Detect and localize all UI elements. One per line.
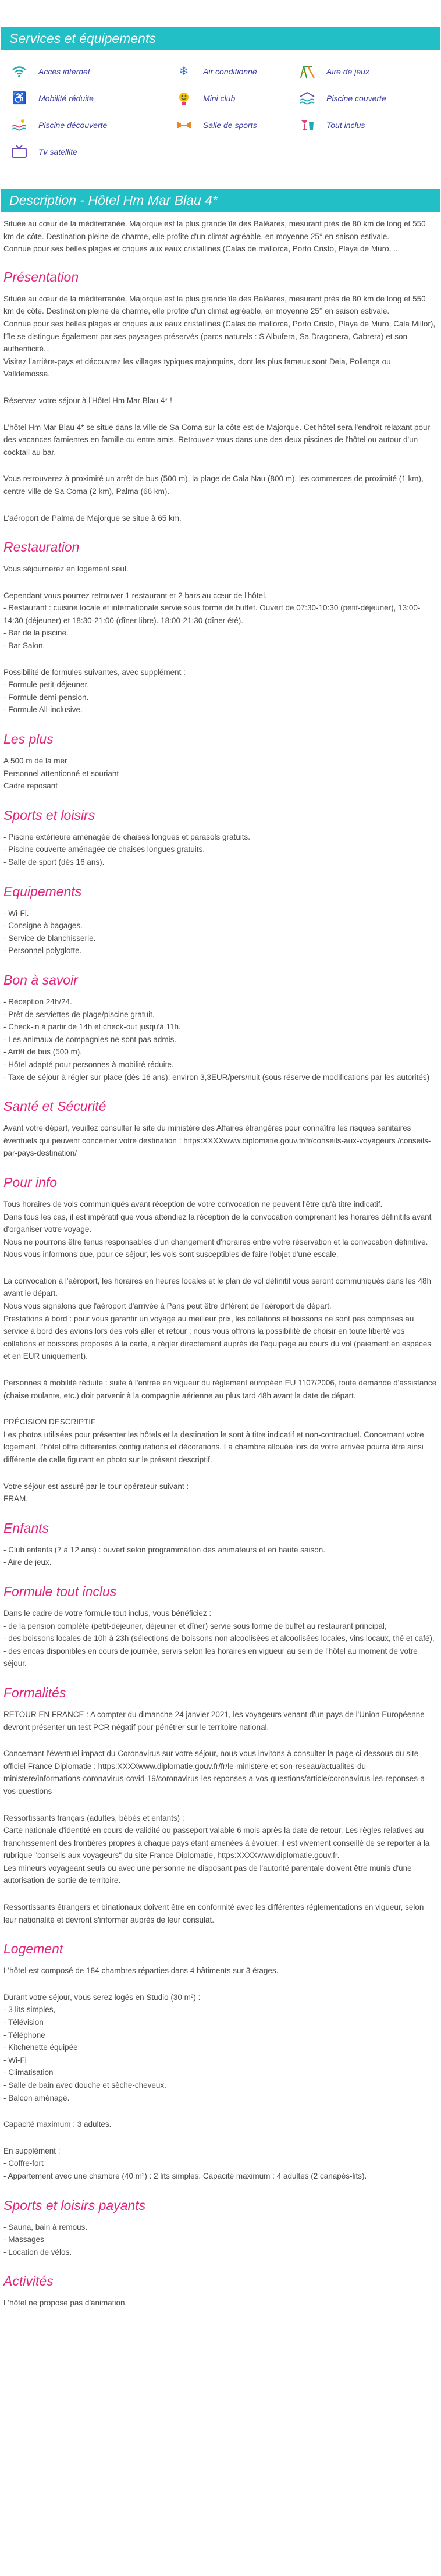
amenity-label: Tout inclus xyxy=(326,120,365,130)
paragraph-line: Ressortissants étrangers et binationaux doivent être en conformité avec les différentes réglementations en vigueur, selon leur nationalité et devront s'informer auprès de leur consulat. xyxy=(3,1903,424,1924)
paragraph-line: L'hôtel ne propose pas d'animation. xyxy=(3,2298,127,2308)
paragraph-line: - Hôtel adapté pour personnes à mobilité réduite. xyxy=(3,1060,174,1069)
amenity-all-inclusive xyxy=(297,112,441,138)
section-paragraph xyxy=(3,293,438,381)
paragraph-line: - Location de vélos. xyxy=(3,2247,72,2257)
paragraph-line: Vous retrouverez à proximité un arrêt de bus (500 m), la plage de Cala Nau (800 m), les commerces de proximité (1 km), centre-ville de Sa Coma (2 km), Palma (66 km). xyxy=(3,474,424,496)
paragraph-line: - Piscine couverte aménagée de chaises longues gratuits. xyxy=(3,845,205,854)
wifi-icon xyxy=(9,63,29,80)
section-paragraph xyxy=(3,1812,438,1888)
section-paragraph xyxy=(3,589,438,652)
section-paragraph xyxy=(3,2145,438,2183)
gym-icon xyxy=(174,117,194,133)
paragraph-line: PRÉCISION DESCRIPTIF xyxy=(3,1417,96,1427)
paragraph-line: - Balcon aménagé. xyxy=(3,2093,70,2102)
amenity-gym xyxy=(174,112,297,138)
paragraph-line: - Club enfants (7 à 12 ans) : ouvert selon programmation des animateurs et en haute saison. xyxy=(3,1545,326,1554)
wheelchair-icon: ♿ xyxy=(12,92,27,105)
paragraph-line: L'hôtel Hm Mar Blau 4* se situe dans la ville de Sa Coma sur la côte est de Majorque. Cet hôtel sera l'endroit relaxant pour des vacances farnientes en famille ou entre amis. Retrouvez-vous dans une des deux piscines de l'hôtel ou autour d'un cocktail au bar. xyxy=(3,422,431,457)
playground-icon xyxy=(297,63,317,80)
section-paragraph xyxy=(3,1416,438,1466)
paragraph-line: Nous vous signalons que l'aéroport d'arrivée à Paris peut être différent de l'aéroport de départ. xyxy=(3,1302,332,1311)
amenity-label: Tv satellite xyxy=(38,147,77,157)
paragraph-line: Carte nationale d'identité en cours de validité ou passeport valable 6 mois après la date de retour. Les règles relatives au franchissement des frontières propres à chaque pays étant amenées à évoluer, il est vivement conseillé de se reporter à la rubrique "conseils aux voyageurs" du site France Diplomatie, https:XXXXwww.diplomatie.gouv.fr. xyxy=(3,1826,430,1860)
section-title: Activités xyxy=(3,2273,54,2289)
paragraph-line: - Sauna, bain à remous. xyxy=(3,2222,88,2232)
section-paragraph xyxy=(3,1544,438,1569)
section-paragraph xyxy=(3,421,438,459)
section-paragraph xyxy=(3,1901,438,1926)
section-title: Pour info xyxy=(3,1174,58,1190)
section-title: Sports et loisirs xyxy=(3,807,95,823)
paragraph-line: Vous séjournerez en logement seul. xyxy=(3,564,129,574)
paragraph-line: Votre séjour est assuré par le tour opérateur suivant : xyxy=(3,1481,189,1491)
section-title: Enfants xyxy=(3,1520,49,1536)
section-paragraph xyxy=(3,1607,438,1670)
section-title: Santé et Sécurité xyxy=(3,1099,106,1114)
snowflake-icon: ❄ xyxy=(179,65,189,78)
paragraph-line: Située au cœur de la méditerranée, Majorque est la plus grande île des Baléares, mesurant près de 80 km de long et 550 km de côte. Destination pleine de charme, elle profite d'un climat agréable, en moyenne 25° en saison estivale. xyxy=(3,294,426,316)
amenity-label: Mini club xyxy=(203,93,236,103)
paragraph-line: - Réception 24h/24. xyxy=(3,997,72,1006)
section-paragraph xyxy=(3,1198,438,1261)
paragraph-line: Tous horaires de vols communiqués avant réception de votre convocation ne peuvent l'être qu'à titre indicatif. xyxy=(3,1199,383,1209)
paragraph-line: - Bar Salon. xyxy=(3,641,45,651)
paragraph-line: - Piscine extérieure aménagée de chaises longues et parasols gratuits. xyxy=(3,832,250,841)
section-paragraph xyxy=(3,2221,438,2259)
paragraph-line: - Aire de jeux. xyxy=(3,1558,52,1567)
paragraph-line: - Check-in à partir de 14h et check-out jusqu'à 11h. xyxy=(3,1022,181,1032)
section-paragraph xyxy=(3,1377,438,1402)
section-title: Bon à savoir xyxy=(3,972,78,987)
paragraph-line: FRAM. xyxy=(3,1494,28,1504)
services-heading: Services et équipements xyxy=(1,27,440,50)
paragraph-line: Ressortissants français (adultes, bébés et enfants) : xyxy=(3,1813,184,1822)
amenity-label: Piscine couverte xyxy=(326,93,386,103)
paragraph-line: - Formule petit-déjeuner. xyxy=(3,680,90,690)
paragraph-line: Nous ne pourrons être tenus responsables d'un changement d'horaires entre votre réservation et la convocation définitive. xyxy=(3,1237,428,1246)
paragraph-line: Les photos utilisées pour présenter les hôtels et la destination le sont à titre indicatif et non-contractuel. Concernant votre logement, l'hôtel offre différentes configurations et décorations. La chambre allouée lors de votre arrivée pourra être ainsi différente de celle figurant en photo sur le présent descriptif. xyxy=(3,1430,424,1464)
section-title: Logement xyxy=(3,1941,63,1957)
paragraph-line: - Kitchenette équipée xyxy=(3,2043,78,2052)
section-title: Formule tout inclus xyxy=(3,1583,117,1599)
paragraph-line: - 3 lits simples, xyxy=(3,2005,56,2014)
section-paragraph xyxy=(3,472,438,498)
paragraph-line: - des boissons locales de 10h à 23h (sélections de boissons non alcoolisées et alcoolisées locales, vins locaux, thé et café), xyxy=(3,1634,435,1643)
amenity-internet xyxy=(9,58,174,85)
paragraph-line: Avant votre départ, veuillez consulter le site du ministère des Affaires étrangères pour connaître les risques sanitaires éventuels qui peuvent concerner votre destination : https:XXXXwww.diplomatie.gouv.fr/fr/conseils-aux-voyageurs /conseils-par-pays-destination/ xyxy=(3,1124,431,1158)
paragraph-line: Cependant vous pourrez retrouver 1 restaurant et 2 bars au cœur de l'hôtel. xyxy=(3,591,267,600)
paragraph-line: Connue pour ses belles plages et criques aux eaux cristallines (Calas de mallorca, Porto Cristo, Playa de Muro, Cala Millor), l'île se distingue également par ses paysages préservés (parcs naturels : S'Albufera, Sa Dragonera, Cabrera) et son authenticité... xyxy=(3,319,436,354)
section-paragraph xyxy=(3,1708,438,1733)
section-paragraph xyxy=(3,1991,438,2104)
paragraph-line: - Wi-Fi xyxy=(3,2055,27,2065)
paragraph-line: - Téléphone xyxy=(3,2030,45,2040)
paragraph-line: - Formule All-inclusive. xyxy=(3,705,83,715)
amenity-label: Air conditionné xyxy=(203,66,257,76)
outdoor-pool-icon xyxy=(9,117,29,133)
paragraph-line: - Bar de la piscine. xyxy=(3,628,69,638)
amenities-grid xyxy=(1,50,440,165)
paragraph-line: A 500 m de la mer xyxy=(3,756,67,766)
paragraph-line: L'aéroport de Palma de Majorque se situe à 65 km. xyxy=(3,513,182,523)
section-paragraph xyxy=(3,996,438,1083)
paragraph-line: - Climatisation xyxy=(3,2068,54,2077)
paragraph-line: Capacité maximum : 3 adultes. xyxy=(3,2120,112,2129)
paragraph-line: L'hôtel est composé de 184 chambres réparties dans 4 bâtiments sur 3 étages. xyxy=(3,1966,279,1975)
section-paragraph xyxy=(3,395,438,407)
section-title: Restauration xyxy=(3,539,80,555)
paragraph-line: - Salle de bain avec douche et sèche-cheveux. xyxy=(3,2081,166,2090)
paragraph-line: - Salle de sport (dès 16 ans). xyxy=(3,858,105,866)
paragraph-line: - Personnel polyglotte. xyxy=(3,946,82,955)
section-paragraph xyxy=(3,563,438,575)
paragraph-line: - Coffre-fort xyxy=(3,2159,44,2168)
intro-paragraph xyxy=(3,218,438,255)
paragraph-line: - Formule demi-pension. xyxy=(3,692,89,702)
description-heading: Description - Hôtel Hm Mar Blau 4* xyxy=(1,189,440,212)
section-paragraph xyxy=(3,2118,438,2131)
amenity-air-conditioning xyxy=(174,58,297,85)
section-paragraph xyxy=(3,2297,438,2309)
amenity-label: Mobilité réduite xyxy=(38,93,94,103)
section-paragraph xyxy=(3,1480,438,1505)
section-paragraph xyxy=(3,1964,438,1977)
paragraph-line: Possibilité de formules suivantes, avec supplément : xyxy=(3,667,186,677)
paragraph-line: - Arrêt de bus (500 m). xyxy=(3,1047,83,1057)
section-title: Sports et loisirs payants xyxy=(3,2197,146,2213)
paragraph-line: Cadre reposant xyxy=(3,781,58,791)
paragraph-line: Les mineurs voyageant seuls ou avec une personne ne disposant pas de l'autorité parentale doivent être munis d'une autorisation de sortie de territoire. xyxy=(3,1863,412,1885)
paragraph-line: Concernant l'éventuel impact du Coronavirus sur votre séjour, nous vous invitons à consulter la page ci-dessous du site officiel France Diplomatie : https:XXXXwww.diplomatie.gouv.fr/fr/le-ministere-et-son-reseau/actualites-du-ministere/informations-coronavirus-covid-19/coronavirus-les-reponses-a-vos-questions/article/coronavirus-les-reponses-a-vos-questions xyxy=(3,1749,428,1796)
paragraph-line: La convocation à l'aéroport, les horaires en heures locales et le plan de vol définitif vous seront communiqués dans les 48h avant le départ. xyxy=(3,1276,432,1298)
paragraph-line: - Wi-Fi. xyxy=(3,908,29,918)
paragraph-line: Nous vous informons que, pour ce séjour, les vols sont susceptibles de faire l'objet d'une escale. xyxy=(3,1250,339,1259)
intro-line: Située au cœur de la méditerranée, Majorque est la plus grande île des Baléares, mesurant près de 80 km de long et 550 km de côte. Destination pleine de charme, elle profite d'un climat agréable, en moyenne 25° en saison estivale. xyxy=(3,219,426,241)
amenity-mini-club xyxy=(174,85,297,112)
paragraph-line: Réservez votre séjour à l'Hôtel Hm Mar Blau 4* ! xyxy=(3,396,172,405)
paragraph-line: - Consigne à bagages. xyxy=(3,921,83,930)
section-title: Equipements xyxy=(3,883,82,899)
amenity-label: Accès internet xyxy=(38,66,90,76)
section-paragraph xyxy=(3,831,438,869)
paragraph-line: - Télévision xyxy=(3,2018,44,2027)
paragraph-line: - de la pension complète (petit-déjeuner, déjeuner et dîner) servie sous forme de buffet au restaurant principal, xyxy=(3,1621,387,1630)
section-title: Présentation xyxy=(3,269,79,285)
paragraph-line: Dans le cadre de votre formule tout inclus, vous bénéficiez : xyxy=(3,1608,212,1618)
amenity-reduced-mobility xyxy=(9,85,174,112)
amenity-outdoor-pool xyxy=(9,112,174,138)
section-title: Les plus xyxy=(3,731,54,747)
paragraph-line: - Massages xyxy=(3,2235,44,2244)
tv-icon xyxy=(9,144,29,160)
section-paragraph xyxy=(3,755,438,793)
description-content xyxy=(1,212,440,2309)
sections-container xyxy=(3,268,438,2309)
section-paragraph xyxy=(3,666,438,716)
paragraph-line: - Service de blanchisserie. xyxy=(3,933,96,943)
section-title: Formalités xyxy=(3,1685,66,1700)
paragraph-line: - Les animaux de compagnies ne sont pas admis. xyxy=(3,1035,177,1044)
amenity-label: Piscine découverte xyxy=(38,120,108,130)
paragraph-line: En supplément : xyxy=(3,2146,61,2155)
amenity-label: Aire de jeux xyxy=(326,66,369,76)
paragraph-line: Durant votre séjour, vous serez logés en Studio (30 m²) : xyxy=(3,1992,201,2002)
paragraph-line: - Taxe de séjour à régler sur place (dès 16 ans): environ 3,3EUR/pers/nuit (sous réserve de modifications par les autorités) xyxy=(3,1072,430,1082)
paragraph-line: Personnes à mobilité réduite : suite à l'entrée en vigueur du règlement européen EU 1107/2006, toute demande d'assistance (chaise roulante, etc.) doit parvenir à la compagnie aérienne au plus tard 48h avant la date de départ. xyxy=(3,1378,437,1400)
covered-pool-icon xyxy=(297,90,317,106)
intro-line: Connue pour ses belles plages et criques aux eaux cristallines (Calas de mallorca, Porto Cristo, Playa de Muro, ... xyxy=(3,244,400,254)
paragraph-line: RETOUR EN FRANCE : A compter du dimanche 24 janvier 2021, les voyageurs venant d'un pays de l'Union Européenne devront présenter un test PCR négatif pour pénétrer sur le territoire national. xyxy=(3,1710,425,1732)
paragraph-line: Dans tous les cas, il est impératif que vous attendiez la réception de la convocation comprenant les horaires définitifs avant d'organiser votre voyage. xyxy=(3,1212,432,1234)
all-inclusive-icon xyxy=(297,117,317,133)
section-paragraph xyxy=(3,1747,438,1797)
mini-club-icon xyxy=(174,90,194,106)
section-paragraph xyxy=(3,907,438,957)
paragraph-line: Visitez l'arrière-pays et découvrez les villages typiques majorquins, dont les plus fameux sont Deia, Pollença ou Valldemossa. xyxy=(3,357,391,379)
paragraph-line: - Appartement avec une chambre (40 m²) : 2 lits simples. Capacité maximum : 4 adultes (2 canapés-lits). xyxy=(3,2171,367,2180)
paragraph-line: Prestations à bord : pour vous garantir un voyage au meilleur prix, les collations et boissons ne sont pas comprises au service à bord des avions lors des vols aller et retour ; nous vous offrons la possibilité de choisir en toute liberté vos collations et boissons proposés à la carte, à régler directement auprès de l'équipage au cours du vol (paiement en espèces et en EUR uniquement). xyxy=(3,1314,432,1361)
section-paragraph xyxy=(3,512,438,525)
section-paragraph xyxy=(3,1275,438,1363)
amenity-label: Salle de sports xyxy=(203,120,257,130)
amenity-playground xyxy=(297,58,441,85)
section-paragraph xyxy=(3,1122,438,1160)
amenity-covered-pool xyxy=(297,85,441,112)
amenity-satellite-tv xyxy=(9,138,174,165)
paragraph-line: Personnel attentionné et souriant xyxy=(3,769,119,778)
paragraph-line: - Restaurant : cuisine locale et internationale servie sous forme de buffet. Ouvert de 07:30-10:30 (petit-déjeuner), 13:00-14:30 (déjeuner) et 18:30-21:00 (dîner libre). 18:00-21:30 (dîner été). xyxy=(3,603,421,625)
paragraph-line: - des encas disponibles en cours de journée, servis selon les horaires en vigueur au sein de l'hôtel au moment de votre séjour. xyxy=(3,1646,418,1668)
paragraph-line: - Prêt de serviettes de plage/piscine gratuit. xyxy=(3,1010,155,1019)
